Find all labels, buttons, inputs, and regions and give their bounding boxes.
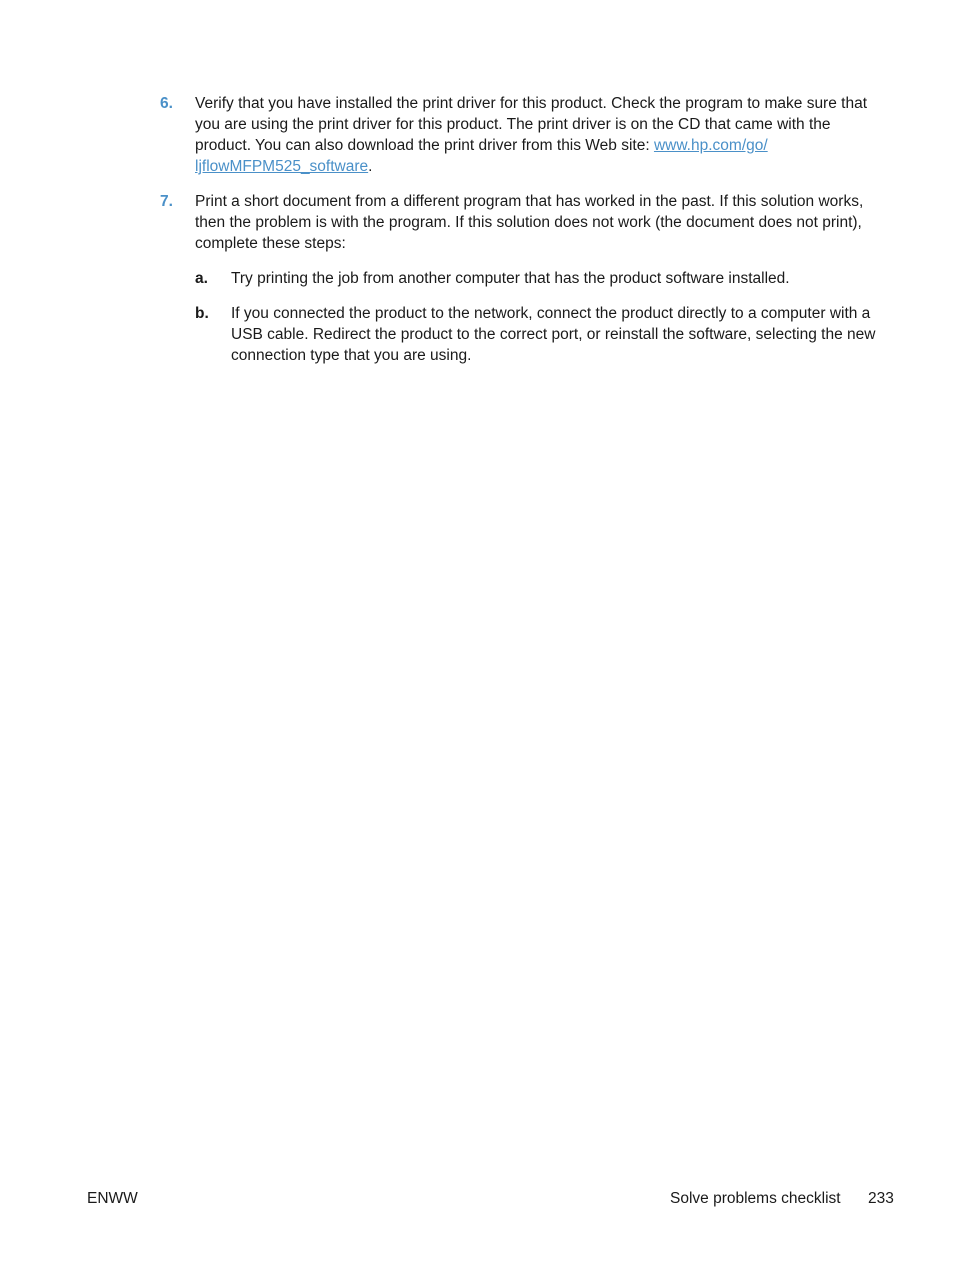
driver-link-part2[interactable]: ljflowMFPM525_software xyxy=(195,158,369,175)
substep-text: If you connected the product to the network, connect the product directly to a computer with a USB cable. Redirect the product to the correct port, or reinstall the software, selecting the new connection type that you are using. xyxy=(231,305,876,364)
footer-left: ENWW xyxy=(87,1190,138,1207)
step-7 xyxy=(160,191,890,254)
substep-text: Try printing the job from another computer that has the product software installed. xyxy=(231,270,790,287)
step-text: Print a short document from a different program that has worked in the past. If this solution works, then the problem is with the program. If this solution does not work (the document does not print), complete these steps: xyxy=(195,193,864,252)
step-text-body: Verify that you have installed the print driver for this product. Check the program to make sure that you are using the print driver for this product. The print driver is on the CD that came with the product. You can also download the print driver from this Web site: xyxy=(195,95,868,154)
step-6 xyxy=(160,93,890,177)
driver-link-part1[interactable]: www.hp.com/go/ xyxy=(653,137,768,154)
step-text-end: . xyxy=(368,158,373,175)
step-text xyxy=(195,93,885,177)
substep-letter: a. xyxy=(195,270,208,287)
substep-letter: b. xyxy=(195,305,209,322)
footer-section-title: Solve problems checklist xyxy=(670,1190,841,1207)
page-number: 233 xyxy=(868,1190,894,1207)
step-number: 7. xyxy=(160,193,173,210)
step-number: 6. xyxy=(160,95,173,112)
